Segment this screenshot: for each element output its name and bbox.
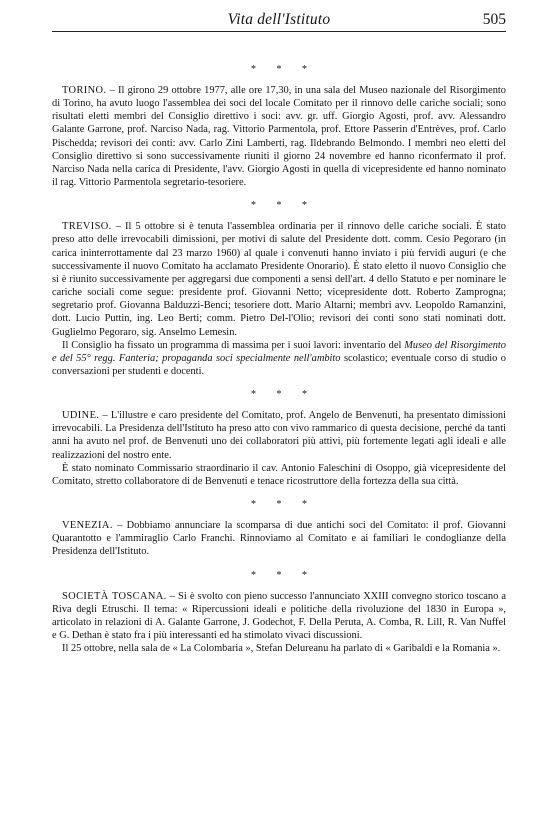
paragraph-text: – Dobbiamo annunciare la scomparsa di due antichi soci del Comitato: il prof. Giovanni Quarantotto e l'ammiraglio Carlo Franchi. Rinnoviamo al Comitato e ai familiari le condoglianze della Presidenza dell'Istituto.: [52, 520, 506, 558]
treviso-program-paragraph: [52, 339, 506, 378]
page-number: 505: [482, 11, 506, 28]
running-title: Vita dell'Istituto: [227, 11, 331, 28]
paragraph-text: scolastico; eventuale corso di studio o conversazioni per studenti e docenti.: [52, 352, 506, 377]
toscana-paragraph: [52, 590, 506, 643]
torino-paragraph: [52, 84, 506, 189]
paragraph-text: – Il girono 29 ottobre 1977, alle ore 17,30, in una sala del Museo nazionale del Risorgimento di Torino, ha avuto luogo l'assemblea dei soci del locale Comitato per il rinnovo delle cariche sociali; sono risultati eletti membri del Consiglio direttivo i soci: avv. gr. uff. Giorgio Agosti, prof. avv. Alessandro Galante Garrone, prof. Narciso Nada, rag. Vittorio Parmentola, prof. Ettore Passerin d'Entrèves, prof. Carlo Pischedda; revisori dei conti: avv. Carlo Zini Lamberti, rag. Ildebrando Belmondo. I membri neo eletti del Consiglio direttivo si sono successivamente riuniti il giorno 24 novembre ed hanno riconfermato il prof. Narciso Nada nella carica di Presidente, l'avv. Giorgio Agosti in quella di vicepresidente ed hanno nominato il rag. Vittorio Parmentola segretario-tesoriere.: [52, 85, 506, 189]
section-city: UDINE.: [62, 410, 100, 422]
section-city: TORINO.: [62, 85, 107, 96]
italic-text: Museo del Risorgimento e del 55° regg. Fanteria; propaganda soci specialmente nell'ambito: [52, 339, 507, 364]
paragraph-text: – L'illustre e caro presidente del Comitato, prof. Angelo de Benvenuti, ha presentato dimissioni irrevocabili. La Presidenza dell'Istituto ha preso atto con vivo rammarico di questa decisione, perché da tanti anni ha avuto nel prof. de Benvenuti uno dei collaboratori più attivi, più fortemente legati agli ideali e alle realizzazioni del nostro ente.: [52, 410, 506, 461]
paragraph-text: – Si è svolto con pieno successo l'annunciato XXIII convegno storico toscano a Riva degli Etruschi. Il tema: « Ripercussioni ideali e politiche della rivoluzione del 1830 in Europa », articolato in relazioni di A. Galante Garrone, J. Godechot, F. Della Peruta, A. Comba, R. Lill, R. Van Nuffel e G. Dethan è stato fra i più interessanti ed ha stimolato vivaci discussioni.: [52, 590, 506, 641]
toscana-conference-paragraph: Il 25 ottobre, nella sala de « La Colombaria », Stefan Delureanu ha parlato di « Garibaldi e la Romania ».: [62, 643, 501, 655]
section-city: SOCIETÀ TOSCANA.: [62, 590, 167, 602]
paragraph-text: – Il 5 ottobre si è tenuta l'assemblea ordinaria per il rinnovo delle cariche sociali. È stato preso atto delle irrevocabili dimissioni, per motivi di salute del Presidente dott. comm. Cesio Pegoraro (in carica ininterrottamente dal 23 marzo 1960) al quale i convenuti hanno inviato i più fervidi auguri (e che successivamente il nuovo Comitato ha acclamato Presidente Onorario). È stato eletto il nuovo Consiglio che si è riunito successivamente per aggregarsi due componenti a sensi dell'art. 4 dello Statuto e per nominare le cariche sociali come segue: presidente prof. Giovanni Netto; vicepresidente dott. Roberto Zamprogna; segretario prof. Giovanna Balduzzi-Benci; tesoriere dott. Mario Altarni; membri avv. Leopoldo Ramanzini, dott. Lucio Puttin, ing. Leo Berti; comm. Pietro Del-l'Olio; revisori dei conti sono stati nominati dott. Guglielmo Pegoraro, sig. Anselmo Lemesin.: [52, 221, 506, 338]
section-separator: * * *: [251, 64, 316, 75]
treviso-paragraph: [52, 220, 506, 338]
section-separator: * * *: [251, 499, 316, 511]
udine-commissioner-paragraph: È stato nominato Commissario straordinario il cav. Antonio Faleschini di Osoppo, già vicepresidente del Comitato, stretto collaboratore di de Benvenuti e tenace ricostruttore della fortezza della sua città.: [52, 462, 506, 487]
section-city: TREVISO.: [62, 221, 112, 233]
section-separator: * * *: [251, 200, 316, 212]
section-separator: * * *: [251, 569, 316, 581]
venezia-paragraph: [52, 519, 506, 558]
running-header: [52, 9, 506, 32]
paragraph-text: Il Consiglio ha fissato un programma di massima per i suoi lavori: inventario del: [62, 339, 405, 351]
section-city: VENEZIA.: [62, 520, 113, 532]
section-separator: * * *: [251, 389, 316, 401]
udine-paragraph: [52, 409, 506, 462]
page-body: [52, 64, 506, 655]
